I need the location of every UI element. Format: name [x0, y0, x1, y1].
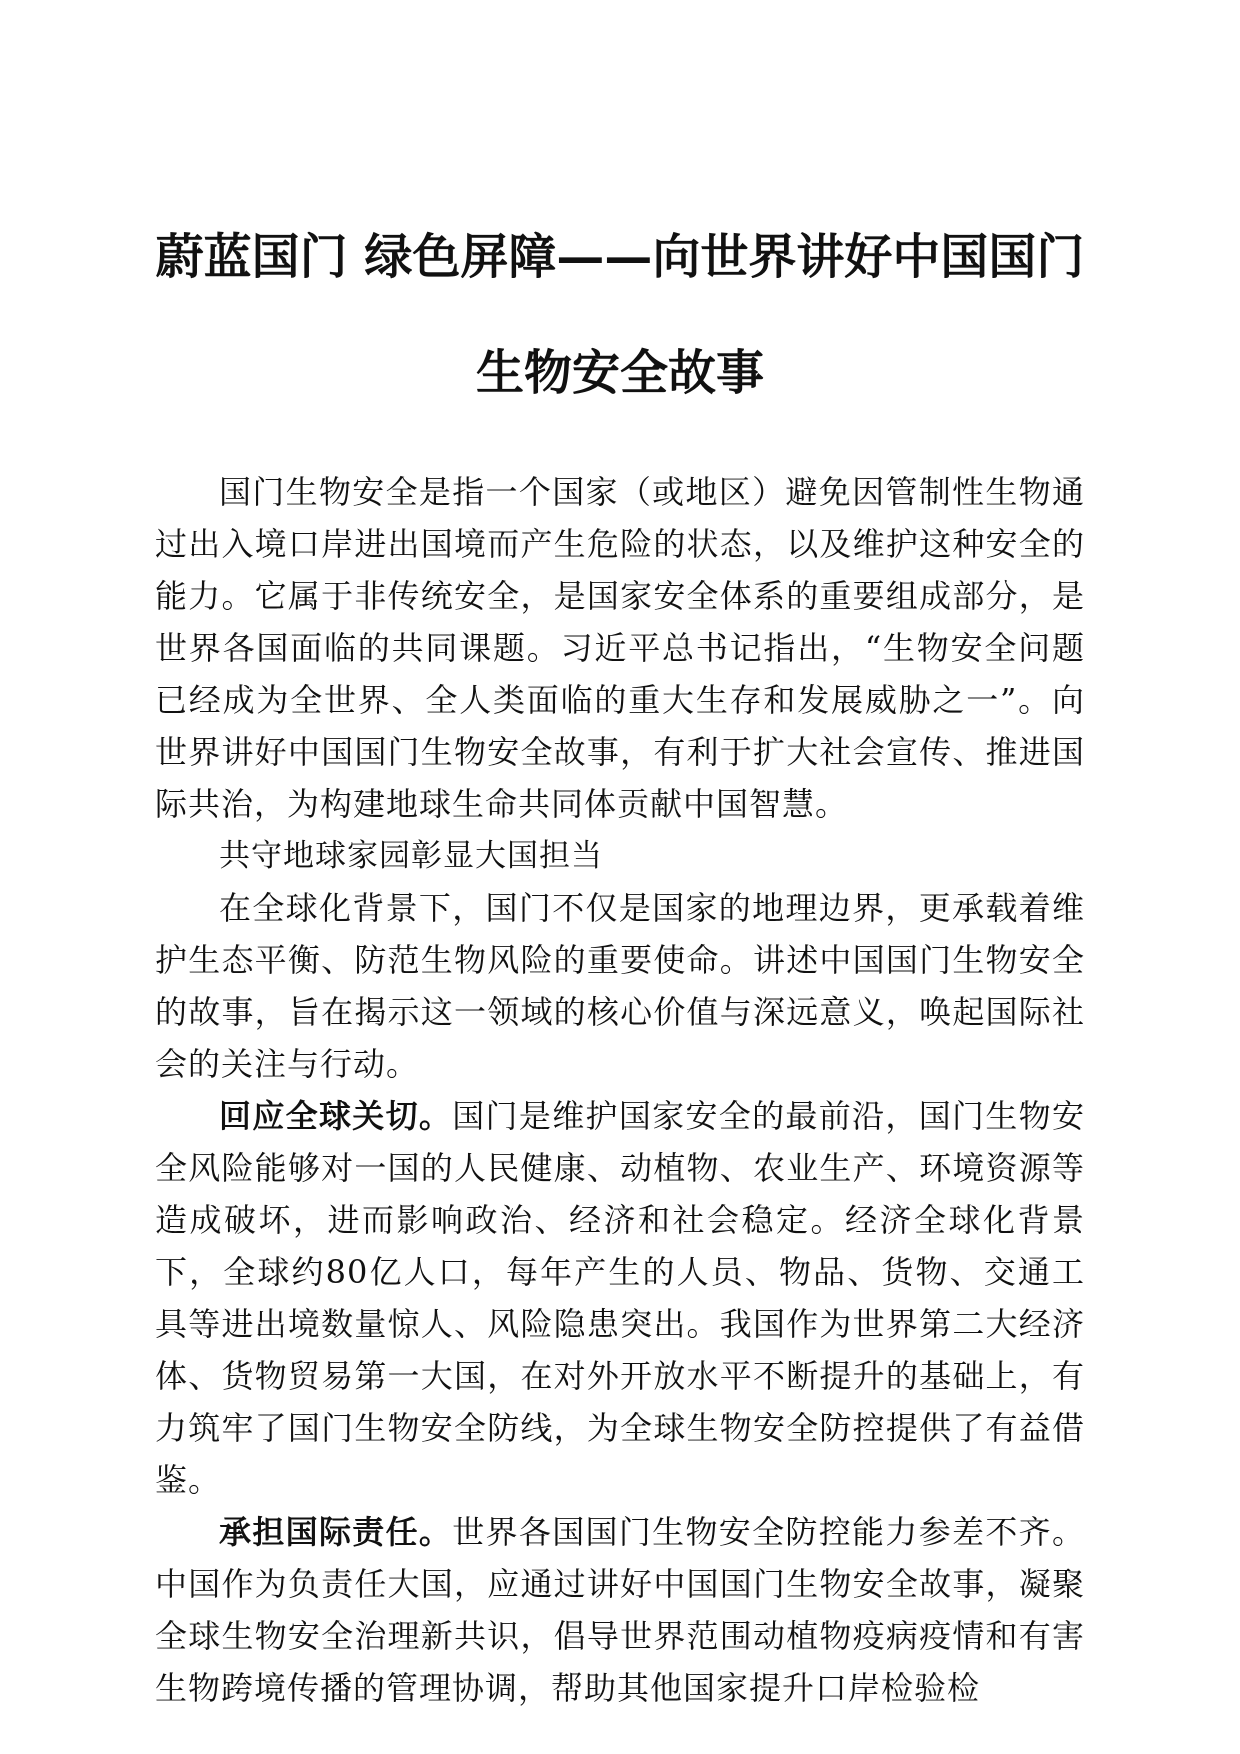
- point-lead-international-responsibility: 承担国际责任。: [219, 1513, 453, 1551]
- document-body: [155, 466, 1085, 1714]
- document-title-line-2: 生物安全故事: [475, 345, 764, 401]
- intro-paragraph: 国门生物安全是指一个国家（或地区）避免因管制性生物通过出入境口岸进出国境而产生危险的状态，以及维护这种安全的能力。它属于非传统安全，是国家安全体系的重要组成部分，是世界各国面临的共同课题。习近平总书记指出，“生物安全问题已经成为全世界、全人类面临的重大生存和发展威胁之一”。向世界讲好中国国门生物安全故事，有利于扩大社会宣传、推进国际共治，为构建地球生命共同体贡献中国智慧。: [155, 473, 1085, 823]
- section-heading: 共守地球家园彰显大国担当: [219, 838, 603, 874]
- point-text-global-concern: 国门是维护国家安全的最前沿，国门生物安全风险能够对一国的人民健康、动植物、农业生产、环境资源等造成破坏，进而影响政治、经济和社会稳定。经济全球化背景下，全球约80亿人口，每年产生的人员、物品、货物、交通工具等进出境数量惊人、风险隐患突出。我国作为世界第二大经济体、货物贸易第一大国，在对外开放水平不断提升的基础上，有力筑牢了国门生物安全防线，为全球生物安全防控提供了有益借鉴。: [155, 1097, 1085, 1499]
- point-text-international-responsibility: 世界各国国门生物安全防控能力参差不齐。中国作为负责任大国，应通过讲好中国国门生物安全故事，凝聚全球生物安全治理新共识，倡导世界范围动植物疫病疫情和有害生物跨境传播的管理协调，帮助其他国家提升口岸检验检: [155, 1513, 1085, 1707]
- section-paragraph: 在全球化背景下，国门不仅是国家的地理边界，更承载着维护生态平衡、防范生物风险的重要使命。讲述中国国门生物安全的故事，旨在揭示这一领域的核心价值与深远意义，唤起国际社会的关注与行动。: [155, 889, 1085, 1083]
- document-title-line-1: 蔚蓝国门 绿色屏障——向世界讲好中国国门: [155, 229, 1085, 285]
- point-lead-global-concern: 回应全球关切。: [219, 1097, 453, 1135]
- point-paragraph-global-concern: [155, 1090, 1085, 1506]
- point-paragraph-international-responsibility: [155, 1506, 1085, 1714]
